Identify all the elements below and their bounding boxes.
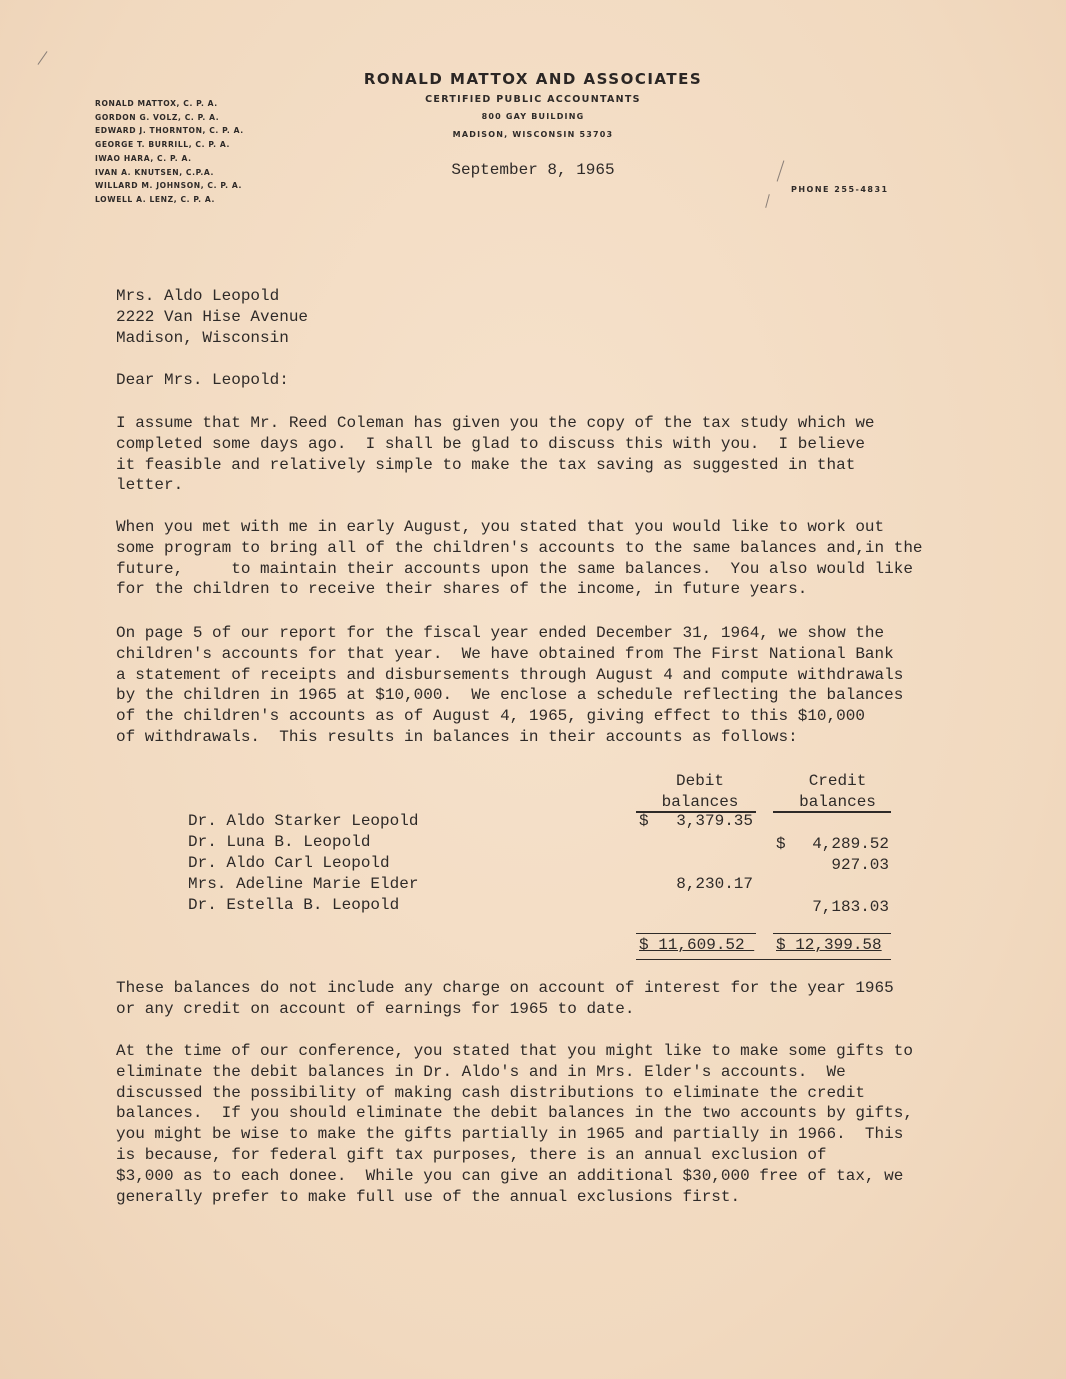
salutation: Dear Mrs. Leopold:: [116, 371, 289, 389]
firm-name: RONALD MATTOX AND ASSOCIATES: [363, 70, 703, 88]
partner-name: EDWARD J. THORNTON, C. P. A.: [95, 126, 244, 136]
pencil-mark: [765, 194, 770, 208]
partner-name: GORDON G. VOLZ, C. P. A.: [95, 112, 220, 122]
partner-name: RONALD MATTOX, C. P. A.: [95, 99, 218, 108]
partner-name: IWAO HARA, C. P. A.: [95, 153, 192, 163]
table-row: [0, 833, 1000, 854]
table-row: [0, 854, 1000, 875]
account-name: Dr. Aldo Starker Leopold: [188, 812, 419, 830]
total-debit: $ 11,609.52: [639, 936, 755, 954]
account-name: Dr. Luna B. Leopold: [188, 833, 371, 851]
totals-double-rule: [636, 959, 891, 960]
credit-column-header: Credit balances: [799, 772, 876, 811]
credit-amount: 7,183.03: [812, 898, 889, 916]
debit-amount: 3,379.35: [676, 812, 753, 830]
account-name: Dr. Estella B. Leopold: [188, 896, 400, 914]
total-credit: $ 12,399.58: [776, 936, 882, 954]
account-name: Dr. Aldo Carl Leopold: [188, 854, 390, 872]
pencil-mark: [38, 51, 48, 65]
totals-top-rule: [636, 933, 756, 934]
partner-list: [95, 97, 244, 207]
recipient-address: Mrs. Aldo Leopold 2222 Van Hise Avenue Madison, Wisconsin: [116, 287, 309, 347]
totals-top-rule: [773, 933, 891, 934]
letter-date: September 8, 1965: [451, 161, 615, 179]
debit-amount: 8,230.17: [676, 875, 753, 893]
credit-amount: 4,289.52: [812, 835, 889, 853]
account-name: Mrs. Adeline Marie Elder: [188, 875, 419, 893]
paragraph-4: These balances do not include any charge on account of interest for the year 1965 or any credit on account of earnings for 1965 to date.: [116, 979, 894, 1018]
firm-address-line1: 800 GAY BUILDING: [481, 112, 585, 121]
currency-sign: $: [776, 835, 786, 853]
table-row: [0, 875, 1000, 896]
table-row: [0, 896, 1000, 917]
partner-name: LOWELL A. LENZ, C. P. A.: [95, 194, 215, 204]
partner-name: WILLARD M. JOHNSON, C. P. A.: [95, 181, 242, 191]
phone-number: PHONE 255-4831: [791, 185, 889, 194]
firm-subtitle: CERTIFIED PUBLIC ACCOUNTANTS: [425, 94, 641, 105]
paragraph-3: On page 5 of our report for the fiscal year ended December 31, 1964, we show the children's accounts for that year. We have obtained from The First National Bank a statement of receipts and disbursements through August 4 and compute withdrawals by the children in 1965 at $10,000. We enclose a schedule reflecting the balances of the children's accounts as of August 4, 1965, giving effect to this $10,000 of withdrawals. This results in balances in their accounts as follows:: [116, 624, 904, 746]
pencil-mark: [777, 160, 785, 181]
paragraph-1: I assume that Mr. Reed Coleman has given you the copy of the tax study which we completed some days ago. I shall be glad to discuss this with you. I believe it feasible and relatively simple to make the tax saving as suggested in that letter.: [116, 414, 875, 495]
partner-name: GEORGE T. BURRILL, C. P. A.: [95, 140, 230, 150]
credit-amount: 927.03: [831, 856, 889, 874]
partner-name: IVAN A. KNUTSEN, C.P.A.: [95, 167, 214, 177]
debit-column-header: Debit balances: [661, 772, 739, 811]
paragraph-2: When you met with me in early August, you stated that you would like to work out some program to bring all of the children's accounts to the same balances and,in the future, to maintain their accounts upon the same balances. You also would like for the children to receive their shares of the income, in future years.: [116, 518, 923, 599]
paragraph-5: At the time of our conference, you stated that you might like to make some gifts to eliminate the debit balances in Dr. Aldo's and in Mrs. Elder's accounts. We discussed the possibility of making cash distributions to eliminate the credit balances. If you should eliminate the debit balances in the two accounts by gifts, you might be wise to make the gifts partially in 1965 and partially in 1966. This is because, for federal gift tax purposes, there is an annual exclusion of $3,000 as to each donee. While you can give an additional $30,000 free of tax, we generally prefer to make full use of the annual exclusions first.: [116, 1042, 913, 1206]
table-row: [0, 812, 1000, 833]
currency-sign: $: [639, 812, 649, 830]
firm-address-line2: MADISON, WISCONSIN 53703: [452, 130, 614, 139]
